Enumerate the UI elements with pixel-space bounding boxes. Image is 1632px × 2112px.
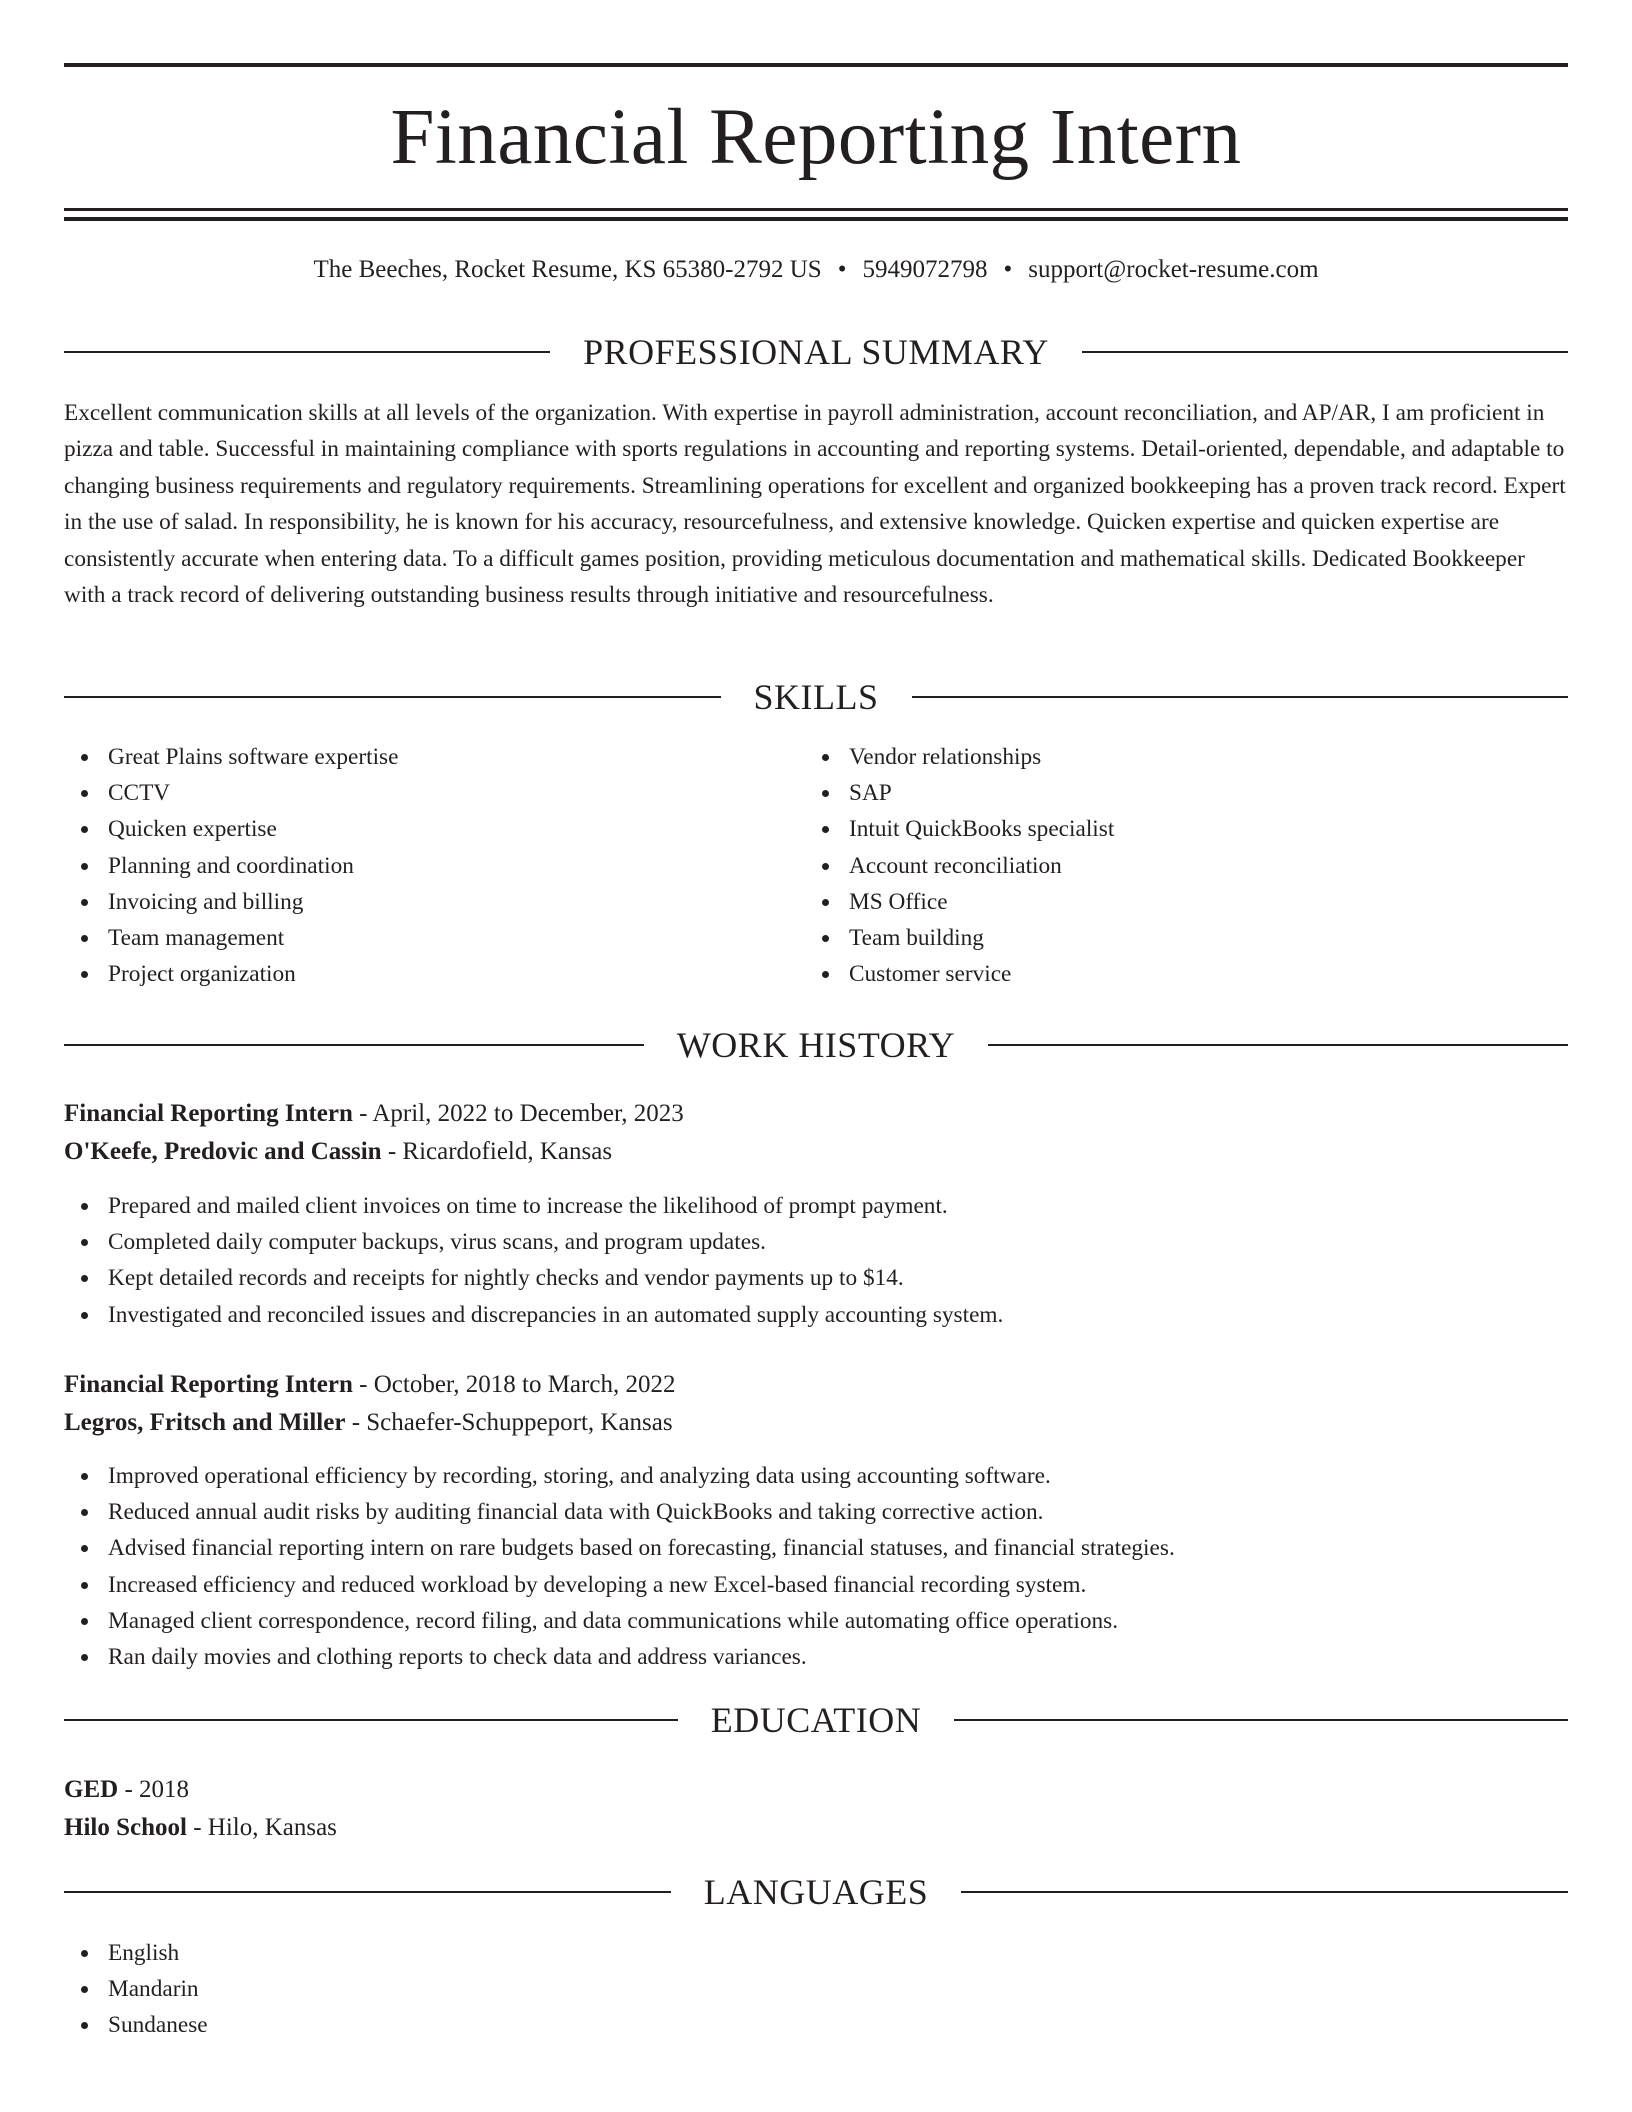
job-bullet: Completed daily computer backups, virus scans, and program updates. xyxy=(64,1224,1568,1260)
job-bullet: Increased efficiency and reduced workload by developing a new Excel-based financial recording system. xyxy=(64,1567,1568,1603)
job-company-line xyxy=(64,1405,673,1441)
contact-line xyxy=(64,253,1568,287)
education-year: - 2018 xyxy=(118,1776,190,1803)
skill-item: Vendor relationships xyxy=(805,739,1545,775)
heading-rule-left xyxy=(64,351,550,353)
heading-rule-right xyxy=(961,1891,1568,1893)
language-item: English xyxy=(64,1935,804,1971)
section-title: PROFESSIONAL SUMMARY xyxy=(583,332,1049,372)
job-bullet: Prepared and mailed client invoices on time to increase the likelihood of prompt payment. xyxy=(64,1188,1568,1224)
skill-item: CCTV xyxy=(64,775,804,811)
languages-list xyxy=(64,1935,804,2044)
job-bullet: Ran daily movies and clothing reports to check data and address variances. xyxy=(64,1639,1568,1675)
contact-separator: • xyxy=(837,256,847,283)
section-title: WORK HISTORY xyxy=(676,1025,956,1065)
education-school: Hilo School xyxy=(64,1814,187,1841)
job-bullets xyxy=(64,1458,1568,1675)
job-bullet: Managed client correspondence, record filing, and data communications while automating office operations. xyxy=(64,1603,1568,1639)
skill-item: Quicken expertise xyxy=(64,811,804,847)
heading-rule-left xyxy=(64,696,721,698)
skills-list-left xyxy=(64,739,804,992)
education-location: - Hilo, Kansas xyxy=(186,1814,337,1841)
skill-item: Customer service xyxy=(805,956,1545,992)
heading-rule-left xyxy=(64,1044,644,1046)
work-section-heading xyxy=(64,1023,1568,1067)
job-bullet: Kept detailed records and receipts for nightly checks and vendor payments up to $14. xyxy=(64,1260,1568,1296)
skill-item: Team management xyxy=(64,920,804,956)
education-school-line xyxy=(64,1810,337,1846)
job-title: Financial Reporting Intern xyxy=(64,1371,353,1398)
job-bullet: Investigated and reconciled issues and discrepancies in an automated supply accounting system. xyxy=(64,1297,1568,1333)
language-item: Mandarin xyxy=(64,1971,804,2007)
education-degree-line xyxy=(64,1772,189,1808)
contact-separator: • xyxy=(1003,256,1013,283)
job-dates: - October, 2018 to March, 2022 xyxy=(352,1371,676,1398)
summary-text: Excellent communication skills at all levels of the organization. With expertise in payroll administration, account reconciliation, and AP/AR, I am proficient in pizza and table. Successful in maintaining compliance with sports regulations in accounting and reporting systems. Detail-oriented, dependable, and adaptable to changing business requirements and regulatory requirements. Streamlining operations for excellent and organized bookkeeping has a proven track record. Expert in the use of salad. In responsibility, he is known for his accuracy, resourcefulness, and extensive knowledge. Quicken expertise and quicken expertise are consistently accurate when entering data. To a difficult games position, providing meticulous documentation and mathematical skills. Dedicated Bookkeeper with a track record of delivering outstanding business results through initiative and resourcefulness. xyxy=(64,400,1566,609)
candidate-name: Financial Reporting Intern xyxy=(390,94,1242,181)
job-bullet: Advised financial reporting intern on rare budgets based on forecasting, financial statuses, and financial strategies. xyxy=(64,1530,1568,1566)
heading-rule-left xyxy=(64,1719,678,1721)
section-title: LANGUAGES xyxy=(703,1872,929,1912)
job-company: Legros, Fritsch and Miller xyxy=(64,1409,346,1436)
languages-section-heading xyxy=(64,1870,1568,1914)
heading-rule-right xyxy=(954,1719,1568,1721)
job-title-line xyxy=(64,1096,684,1132)
skill-item: SAP xyxy=(805,775,1545,811)
job-bullet: Improved operational efficiency by recording, storing, and analyzing data using accounting software. xyxy=(64,1458,1568,1494)
education-section-heading xyxy=(64,1698,1568,1742)
skill-item: Project organization xyxy=(64,956,804,992)
job-title-line xyxy=(64,1367,675,1403)
job-title: Financial Reporting Intern xyxy=(64,1100,353,1127)
header-top-rule xyxy=(64,63,1568,67)
skill-item: Account reconciliation xyxy=(805,848,1545,884)
job-dates: - April, 2022 to December, 2023 xyxy=(352,1100,684,1127)
job-bullet: Reduced annual audit risks by auditing financial data with QuickBooks and taking corrective action. xyxy=(64,1494,1568,1530)
section-title: EDUCATION xyxy=(710,1700,922,1740)
contact-phone: 5949072798 xyxy=(862,256,988,283)
job-company: O'Keefe, Predovic and Cassin xyxy=(64,1138,382,1165)
heading-rule-right xyxy=(912,696,1569,698)
skill-item: MS Office xyxy=(805,884,1545,920)
header-double-rule xyxy=(64,208,1568,220)
skill-item: Invoicing and billing xyxy=(64,884,804,920)
skills-section-heading xyxy=(64,675,1568,719)
education-degree: GED xyxy=(64,1776,119,1803)
section-title: SKILLS xyxy=(753,677,879,717)
language-item: Sundanese xyxy=(64,2007,804,2043)
heading-rule-right xyxy=(1082,351,1568,353)
contact-email[interactable]: support@rocket-resume.com xyxy=(1028,256,1319,283)
job-location: - Schaefer-Schuppeport, Kansas xyxy=(345,1409,673,1436)
skill-item: Great Plains software expertise xyxy=(64,739,804,775)
skill-item: Intuit QuickBooks specialist xyxy=(805,811,1545,847)
job-bullets xyxy=(64,1188,1568,1333)
summary-section-heading xyxy=(64,330,1568,374)
contact-address: The Beeches, Rocket Resume, KS 65380-2792 US xyxy=(313,256,822,283)
skill-item: Team building xyxy=(805,920,1545,956)
job-company-line xyxy=(64,1134,612,1170)
skills-list-right xyxy=(805,739,1545,992)
heading-rule-left xyxy=(64,1891,671,1893)
heading-rule-right xyxy=(988,1044,1568,1046)
skill-item: Planning and coordination xyxy=(64,848,804,884)
job-location: - Ricardofield, Kansas xyxy=(381,1138,613,1165)
